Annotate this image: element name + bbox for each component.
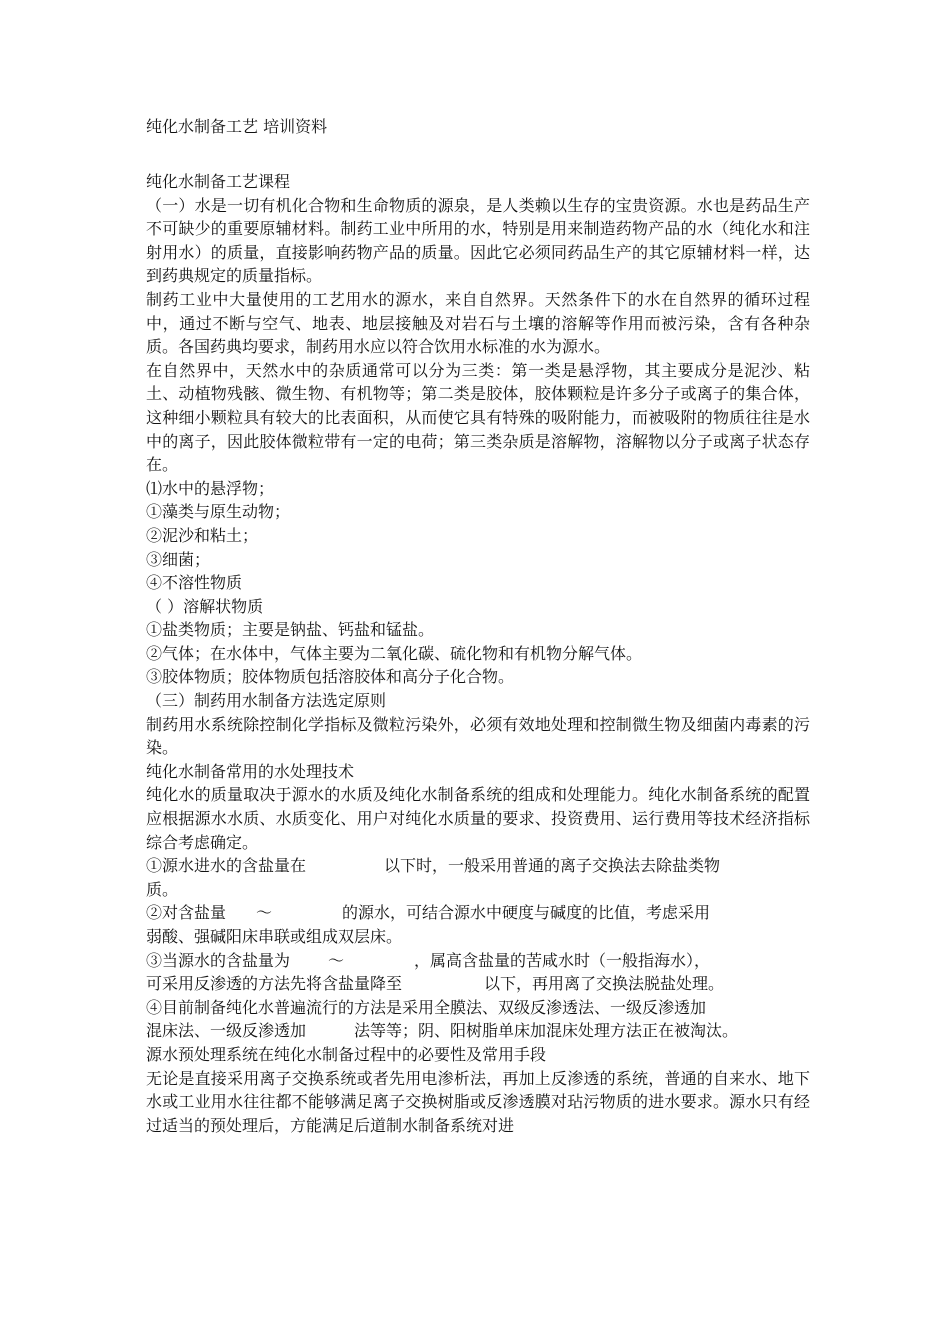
paragraph-impurities: 在自然界中，天然水中的杂质通常可以分为三类：第一类是悬浮物，其主要成分是泥沙、粘土、动植物残骸、微生物、有机物等；第二类是胶体，胶体颗粒是许多分子或离子的集合体，这种细小颗粒具有较大的比表面积，从而使它具有特殊的吸附能力，而被吸附的物质往往是水中的离子，因此胶体微粒带有一定的电荷；第三类杂质是溶解物，溶解物以分子或离子状态存在。 [146, 360, 810, 475]
tech-item-1-part-a: ①源水进水的含盐量在 [146, 856, 307, 876]
paragraph-raw-water: 制药工业中大量使用的工艺用水的源水，来自自然界。天然条件下的水在自然界的循环过程中，通过不断与空气、地表、地层接触及对岩石与土壤的溶解等作用而被污染，含有各种杂质。各国药典均要求，制药用水应以符合饮用水标准的水为源水。 [146, 289, 810, 357]
suspended-heading: ⑴水中的悬浮物； [146, 478, 275, 498]
tech-item-4-line: ④目前制备纯化水普遍流行的方法是采用全膜法、双级反渗透法、一级反渗透加 [146, 997, 707, 1017]
tech-item-3-part-c: 可采用反渗透的方法先将含盐量降至 [146, 974, 403, 994]
tech-item-2-part-a: ②对含盐量 [146, 903, 227, 923]
list-item: ①藻类与原生动物； [146, 502, 291, 522]
tech-item-4-line-2 [146, 1019, 810, 1043]
tech-item-3-part-a: ③当源水的含盐量为 [146, 950, 291, 970]
course-title: 纯化水制备工艺课程 [146, 172, 291, 191]
tech-item-3-part-b: ，属高含盐量的苦咸水时（一般指海水）， [414, 950, 711, 970]
list-item: ③细菌； [146, 549, 211, 569]
document-page [146, 114, 810, 1137]
principle-text: 制药用水系统除控制化学指标及微粒污染外，必须有效地处理和控制微生物及细菌内毒素的污染。 [146, 714, 810, 758]
paragraph-water-source: （一）水是一切有机化合物和生命物质的源泉，是人类赖以生存的宝贵资源。水也是药品生产不可缺少的重要原辅材料。制药工业中所用的水，特别是用来制造药物产品的水（纯化水和注射用水）的质量，直接影响药物产品的质量。因此它必须同药品生产的其它原辅材料一样，达到药典规定的质量指标。 [146, 195, 810, 286]
tech-item-1-end: 质。 [146, 879, 179, 899]
tech-item-3-tilde: ～ [328, 950, 345, 970]
tech-heading: 纯化水制备常用的水处理技术 [146, 761, 355, 781]
tech-item-1-line [146, 854, 810, 878]
tech-item-2-end: 弱酸、强碱阳床串联或组成双层床。 [146, 927, 403, 946]
tech-item-3-line [146, 949, 810, 973]
tech-item-2-tilde: ～ [256, 903, 273, 923]
tech-text: 纯化水的质量取决于源水的水质及纯化水制备系统的组成和处理能力。纯化水制备系统的配置应根据源水水质、水质变化、用户对纯化水质量的要求、投资费用、运行费用等技术经济指标综合考虑确定。 [146, 785, 810, 852]
list-item: ②泥沙和粘土； [146, 525, 259, 545]
list-item: ②气体；在水体中，气体主要为二氧化碳、硫化物和有机物分解气体。 [146, 643, 643, 663]
pretreat-text: 无论是直接采用离子交换系统或者先用电渗析法，再加上反渗透的系统，普通的自来水、地下水或工业用水往往都不能够满足离子交换树脂或反渗透膜对玷污物质的进水要求。源水只有经过适当的预处理后，方能满足后道制水制备系统对进 [146, 1068, 810, 1135]
tech-item-4-part-c: 法等等；阴、阳树脂单床加混床处理方法正在被淘汰。 [354, 1021, 739, 1041]
principle-heading: （三）制药用水制备方法选定原则 [146, 691, 387, 711]
blank-line [146, 140, 810, 170]
pretreat-heading: 源水预处理系统在纯化水制备过程中的必要性及常用手段 [146, 1044, 547, 1064]
tech-item-3-line-2 [146, 972, 810, 996]
dissolved-heading: （ ）溶解状物质 [146, 596, 264, 616]
list-item: ③胶体物质；胶体物质包括溶胶体和高分子化合物。 [146, 667, 515, 687]
tech-item-1-part-b: 以下时，一般采用普通的离子交换法去除盐类物 [384, 856, 721, 876]
list-item: ①盐类物质；主要是钠盐、钙盐和锰盐。 [146, 620, 435, 640]
document-title: 纯化水制备工艺 培训资料 [146, 117, 328, 136]
tech-item-2-line [146, 901, 810, 925]
document-body [146, 170, 810, 1137]
list-item: ④不溶性物质 [146, 573, 243, 593]
tech-item-3-part-d: 以下，再用离了交换法脱盐处理。 [484, 974, 725, 994]
tech-item-2-part-b: 的源水，可结合源水中硬度与碱度的比值，考虑采用 [342, 903, 711, 923]
tech-item-4-part-b: 混床法、一级反渗透加 [146, 1021, 307, 1041]
